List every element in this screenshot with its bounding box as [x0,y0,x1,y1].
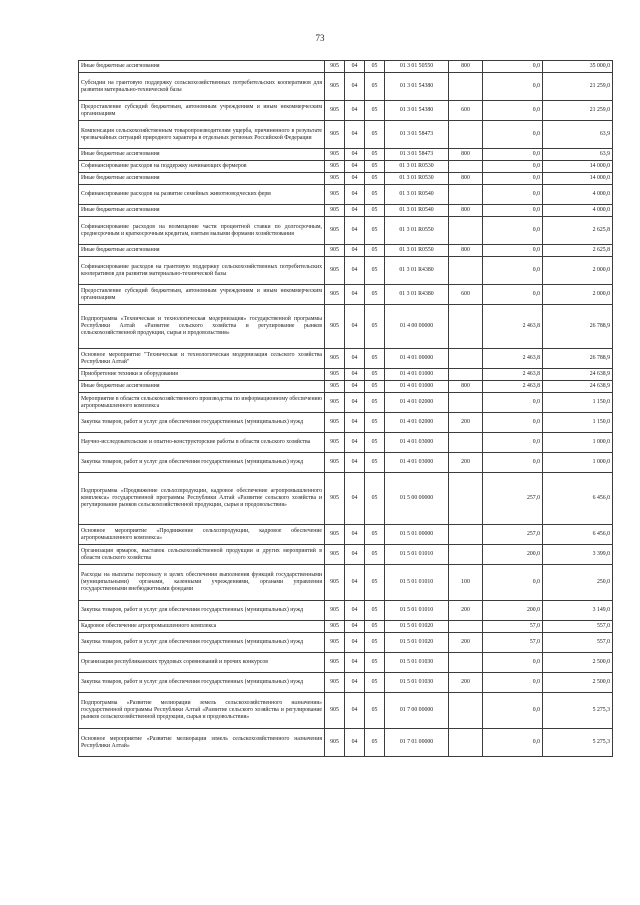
cell-vr [449,161,483,173]
cell-name: Софинансирование расходов на развитие семейных животноводческих ферм [79,185,325,205]
cell-csr: 01 5 00 00000 [385,473,449,525]
cell-sum-1: 0,0 [483,565,543,601]
cell-vr: 600 [449,285,483,305]
cell-pr: 05 [365,621,385,633]
cell-pr: 05 [365,61,385,73]
cell-csr: 01 3 01 58473 [385,121,449,149]
cell-pr: 05 [365,653,385,673]
table-row [79,305,613,349]
cell-pr: 05 [365,149,385,161]
cell-gr: 905 [325,673,345,693]
cell-vr [449,525,483,545]
cell-sum-1: 0,0 [483,433,543,453]
table-row [79,653,613,673]
cell-sum-2: 1 150,0 [543,413,613,433]
cell-sum-1: 0,0 [483,285,543,305]
cell-sum-1: 0,0 [483,185,543,205]
cell-gr: 905 [325,545,345,565]
cell-csr: 01 7 00 00000 [385,693,449,729]
table-row [79,633,613,653]
cell-gr: 905 [325,633,345,653]
cell-name: Закупка товаров, работ и услуг для обеспечения государственных (муниципальных) нужд [79,633,325,653]
cell-gr: 905 [325,621,345,633]
cell-sum-2: 35 000,0 [543,61,613,73]
cell-sum-1: 57,0 [483,621,543,633]
cell-name: Софинансирование расходов на грантовую поддержку сельскохозяйственных потребительских кооперативов для развития материально-технической базы [79,257,325,285]
cell-csr: 01 3 01 58473 [385,149,449,161]
cell-name: Основное мероприятие «Продвижение сельхозпродукции, кадровое обеспечение агропромышленного комплекса» [79,525,325,545]
cell-name: Подпрограмма «Развитие мелиорации земель сельскохозяйственного назначения» государственной программы Республики Алтай «Развитие сельского хозяйства и регулирование рынков сельскохозяйственной продукции, сырья и продовольствия» [79,693,325,729]
cell-sum-2: 63,9 [543,149,613,161]
table-row [79,673,613,693]
cell-sum-2: 6 456,0 [543,525,613,545]
table-row [79,729,613,757]
cell-name: Предоставление субсидий бюджетным, автономным учреждениям и иным некоммерческим организациям [79,101,325,121]
cell-rz: 04 [345,473,365,525]
cell-sum-1: 2 463,8 [483,369,543,381]
cell-vr [449,217,483,245]
cell-rz: 04 [345,381,365,393]
cell-pr: 05 [365,217,385,245]
cell-vr [449,393,483,413]
cell-sum-2: 5 275,3 [543,693,613,729]
cell-name: Предоставление субсидий бюджетным, автономным учреждениям и иным некоммерческим организациям [79,285,325,305]
cell-csr: 01 4 01 01000 [385,381,449,393]
cell-pr: 05 [365,121,385,149]
cell-sum-1: 0,0 [483,173,543,185]
cell-rz: 04 [345,433,365,453]
cell-vr [449,257,483,285]
cell-gr: 905 [325,653,345,673]
cell-sum-2: 250,0 [543,565,613,601]
cell-sum-1: 0,0 [483,121,543,149]
cell-sum-1: 0,0 [483,453,543,473]
cell-pr: 05 [365,257,385,285]
table-row [79,393,613,413]
cell-name: Софинансирование расходов на возмещение части процентной ставки по долгосрочным, среднесрочным и краткосрочным кредитам, взятым малыми формами хозяйствования [79,217,325,245]
table-row [79,101,613,121]
cell-name: Закупка товаров, работ и услуг для обеспечения государственных (муниципальных) нужд [79,601,325,621]
cell-name: Закупка товаров, работ и услуг для обеспечения государственных (муниципальных) нужд [79,413,325,433]
cell-rz: 04 [345,61,365,73]
cell-rz: 04 [345,693,365,729]
cell-pr: 05 [365,453,385,473]
cell-pr: 05 [365,285,385,305]
cell-pr: 05 [365,185,385,205]
cell-pr: 05 [365,693,385,729]
cell-vr: 100 [449,565,483,601]
cell-name: Организация ярмарок, выставок сельскохозяйственной продукции и других мероприятий в области сельского хозяйства [79,545,325,565]
cell-vr: 800 [449,173,483,185]
cell-rz: 04 [345,257,365,285]
cell-csr: 01 3 01 54380 [385,73,449,101]
cell-sum-2: 557,0 [543,621,613,633]
cell-csr: 01 3 01 R4380 [385,285,449,305]
cell-pr: 05 [365,525,385,545]
cell-pr: 05 [365,101,385,121]
cell-vr [449,473,483,525]
cell-gr: 905 [325,693,345,729]
cell-vr: 200 [449,413,483,433]
table-row [79,257,613,285]
cell-vr: 600 [449,101,483,121]
table-row [79,381,613,393]
budget-table [78,60,613,757]
cell-name: Закупка товаров, работ и услуг для обеспечения государственных (муниципальных) нужд [79,453,325,473]
cell-sum-1: 0,0 [483,217,543,245]
cell-sum-2: 4 000,0 [543,185,613,205]
cell-rz: 04 [345,73,365,101]
cell-csr: 01 7 01 00000 [385,729,449,757]
cell-sum-1: 0,0 [483,205,543,217]
cell-pr: 05 [365,393,385,413]
cell-sum-2: 6 456,0 [543,473,613,525]
cell-pr: 05 [365,305,385,349]
cell-gr: 905 [325,257,345,285]
cell-pr: 05 [365,205,385,217]
cell-pr: 05 [365,565,385,601]
cell-pr: 05 [365,173,385,185]
cell-vr [449,369,483,381]
table-row [79,285,613,305]
cell-sum-1: 200,0 [483,601,543,621]
table-row [79,453,613,473]
cell-gr: 905 [325,61,345,73]
cell-rz: 04 [345,565,365,601]
cell-name: Иные бюджетные ассигнования [79,381,325,393]
cell-sum-1: 257,0 [483,525,543,545]
cell-sum-2: 2 500,0 [543,653,613,673]
cell-rz: 04 [345,173,365,185]
cell-sum-2: 2 500,0 [543,673,613,693]
cell-gr: 905 [325,413,345,433]
cell-gr: 905 [325,349,345,369]
cell-csr: 01 3 01 R0530 [385,161,449,173]
cell-csr: 01 3 01 50550 [385,61,449,73]
cell-rz: 04 [345,285,365,305]
cell-vr: 200 [449,673,483,693]
table-row [79,73,613,101]
cell-csr: 01 5 01 01020 [385,633,449,653]
cell-csr: 01 3 01 R0540 [385,185,449,205]
cell-sum-2: 2 000,0 [543,285,613,305]
table-row [79,621,613,633]
cell-sum-1: 2 463,8 [483,305,543,349]
cell-sum-2: 2 000,0 [543,257,613,285]
cell-rz: 04 [345,729,365,757]
cell-rz: 04 [345,121,365,149]
table-row [79,185,613,205]
cell-gr: 905 [325,245,345,257]
cell-gr: 905 [325,305,345,349]
cell-name: Субсидии на грантовую поддержку сельскохозяйственных потребительских кооперативов для развития материально-технической базы [79,73,325,101]
cell-name: Подпрограмма «Техническая и технологическая модернизация» государственной программы Республики Алтай «Развитие сельского хозяйства и регулирование рынков сельскохозяйственной продукции, сырья и продовольствия» [79,305,325,349]
cell-csr: 01 3 01 R4380 [385,257,449,285]
cell-csr: 01 5 01 01010 [385,545,449,565]
cell-csr: 01 5 01 01010 [385,565,449,601]
cell-pr: 05 [365,633,385,653]
cell-gr: 905 [325,729,345,757]
table-row [79,565,613,601]
table-row [79,173,613,185]
cell-sum-1: 2 463,8 [483,381,543,393]
cell-vr [449,73,483,101]
cell-csr: 01 4 01 00000 [385,349,449,369]
cell-sum-2: 14 000,0 [543,161,613,173]
cell-rz: 04 [345,205,365,217]
cell-vr [449,621,483,633]
cell-vr: 800 [449,205,483,217]
cell-sum-1: 57,0 [483,633,543,653]
cell-rz: 04 [345,217,365,245]
cell-csr: 01 4 01 02000 [385,413,449,433]
table-row [79,693,613,729]
cell-csr: 01 5 01 00000 [385,525,449,545]
cell-vr: 200 [449,453,483,473]
cell-gr: 905 [325,433,345,453]
cell-csr: 01 3 01 54380 [385,101,449,121]
cell-vr: 200 [449,601,483,621]
cell-name: Приобретение техники и оборудования [79,369,325,381]
cell-csr: 01 4 01 01000 [385,369,449,381]
cell-rz: 04 [345,393,365,413]
cell-gr: 905 [325,601,345,621]
cell-sum-1: 0,0 [483,729,543,757]
cell-gr: 905 [325,149,345,161]
cell-rz: 04 [345,413,365,433]
cell-gr: 905 [325,393,345,413]
cell-rz: 04 [345,101,365,121]
cell-name: Научно-исследовательские и опытно-конструкторские работы в области сельского хозяйства [79,433,325,453]
cell-rz: 04 [345,349,365,369]
cell-sum-2: 24 638,9 [543,381,613,393]
cell-sum-2: 4 000,0 [543,205,613,217]
cell-sum-1: 0,0 [483,393,543,413]
cell-name: Компенсация сельскохозяйственным товаропроизводителям ущерба, причиненного в результате чрезвычайных ситуаций природного характера в отдельных регионах Российской Федерации [79,121,325,149]
cell-sum-1: 0,0 [483,149,543,161]
cell-sum-2: 63,9 [543,121,613,149]
cell-pr: 05 [365,245,385,257]
table-row [79,61,613,73]
table-row [79,161,613,173]
cell-pr: 05 [365,545,385,565]
cell-vr: 200 [449,633,483,653]
cell-vr [449,653,483,673]
cell-pr: 05 [365,673,385,693]
cell-rz: 04 [345,149,365,161]
table-row [79,473,613,525]
cell-pr: 05 [365,729,385,757]
cell-pr: 05 [365,73,385,101]
cell-name: Иные бюджетные ассигнования [79,245,325,257]
cell-vr [449,349,483,369]
cell-gr: 905 [325,369,345,381]
cell-sum-1: 0,0 [483,257,543,285]
cell-vr [449,433,483,453]
cell-csr: 01 4 01 02000 [385,393,449,413]
cell-gr: 905 [325,453,345,473]
cell-csr: 01 3 01 R0530 [385,173,449,185]
cell-csr: 01 4 01 03000 [385,453,449,473]
cell-vr [449,693,483,729]
table-row [79,545,613,565]
table-row [79,121,613,149]
cell-sum-2: 24 638,9 [543,369,613,381]
cell-sum-2: 1 000,0 [543,453,613,473]
cell-sum-2: 1 150,0 [543,393,613,413]
cell-sum-1: 0,0 [483,693,543,729]
cell-gr: 905 [325,121,345,149]
cell-sum-1: 2 463,8 [483,349,543,369]
cell-sum-1: 0,0 [483,245,543,257]
cell-name: Основное мероприятие "Техническая и технологическая модернизация сельского хозяйства Республики Алтай" [79,349,325,369]
cell-name: Иные бюджетные ассигнования [79,149,325,161]
cell-rz: 04 [345,369,365,381]
cell-gr: 905 [325,101,345,121]
cell-csr: 01 3 01 R0540 [385,205,449,217]
cell-name: Закупка товаров, работ и услуг для обеспечения государственных (муниципальных) нужд [79,673,325,693]
cell-sum-1: 0,0 [483,673,543,693]
table-row [79,245,613,257]
cell-sum-2: 21 259,0 [543,73,613,101]
cell-gr: 905 [325,161,345,173]
page-number: 73 [315,33,325,43]
cell-name: Кадровое обеспечение агропромышленного комплекса [79,621,325,633]
table-row [79,349,613,369]
cell-name: Подпрограмма «Продвижение сельхозпродукции, кадровое обеспечение агропромышленного комплекса» государственной программы Республики Алтай «Развитие сельского хозяйства и регулирование рынков сельскохозяйственной продукции, сырья и продовольствия» [79,473,325,525]
cell-vr [449,729,483,757]
table-row [79,217,613,245]
cell-rz: 04 [345,633,365,653]
cell-sum-1: 0,0 [483,653,543,673]
cell-rz: 04 [345,673,365,693]
cell-sum-2: 21 259,0 [543,101,613,121]
cell-vr: 800 [449,381,483,393]
cell-name: Иные бюджетные ассигнования [79,205,325,217]
cell-rz: 04 [345,305,365,349]
cell-gr: 905 [325,217,345,245]
cell-csr: 01 5 01 01020 [385,621,449,633]
cell-sum-1: 0,0 [483,413,543,433]
cell-sum-1: 257,0 [483,473,543,525]
cell-sum-2: 2 625,8 [543,245,613,257]
cell-sum-1: 0,0 [483,161,543,173]
cell-pr: 05 [365,413,385,433]
cell-csr: 01 4 01 03000 [385,433,449,453]
cell-gr: 905 [325,525,345,545]
cell-sum-2: 14 000,0 [543,173,613,185]
cell-rz: 04 [345,453,365,473]
cell-pr: 05 [365,433,385,453]
table-row [79,601,613,621]
table-row [79,149,613,161]
cell-sum-2: 557,0 [543,633,613,653]
cell-gr: 905 [325,285,345,305]
cell-csr: 01 5 01 01030 [385,653,449,673]
cell-sum-2: 26 788,9 [543,349,613,369]
cell-pr: 05 [365,349,385,369]
cell-vr: 800 [449,245,483,257]
cell-sum-1: 0,0 [483,73,543,101]
cell-sum-2: 3 149,0 [543,601,613,621]
cell-rz: 04 [345,545,365,565]
cell-name: Софинансирование расходов на поддержку начинающих фермеров [79,161,325,173]
cell-rz: 04 [345,525,365,545]
table-row [79,525,613,545]
cell-csr: 01 5 01 01010 [385,601,449,621]
cell-vr [449,121,483,149]
cell-name: Иные бюджетные ассигнования [79,61,325,73]
cell-rz: 04 [345,653,365,673]
cell-gr: 905 [325,565,345,601]
cell-rz: 04 [345,185,365,205]
cell-pr: 05 [365,601,385,621]
cell-sum-2: 26 788,9 [543,305,613,349]
cell-gr: 905 [325,173,345,185]
table-row [79,205,613,217]
cell-sum-1: 0,0 [483,61,543,73]
cell-pr: 05 [365,381,385,393]
cell-gr: 905 [325,185,345,205]
cell-vr [449,185,483,205]
table-row [79,369,613,381]
cell-csr: 01 4 00 00000 [385,305,449,349]
cell-rz: 04 [345,621,365,633]
cell-sum-2: 2 625,8 [543,217,613,245]
cell-name: Мероприятие в области сельскохозяйственного производства по информационному обеспечению агропромышленного комплекса [79,393,325,413]
cell-name: Основное мероприятие «Развитие мелиорации земель сельскохозяйственного назначения Республики Алтай» [79,729,325,757]
cell-name: Иные бюджетные ассигнования [79,173,325,185]
cell-vr: 800 [449,149,483,161]
cell-pr: 05 [365,473,385,525]
cell-gr: 905 [325,205,345,217]
cell-sum-1: 0,0 [483,101,543,121]
table-row [79,433,613,453]
cell-name: Организация республиканских трудовых соревнований и прочих конкурсов [79,653,325,673]
cell-csr: 01 3 01 R0550 [385,245,449,257]
cell-pr: 05 [365,369,385,381]
cell-vr: 800 [449,61,483,73]
cell-sum-2: 5 275,3 [543,729,613,757]
cell-sum-2: 1 000,0 [543,433,613,453]
cell-rz: 04 [345,601,365,621]
cell-csr: 01 5 01 01030 [385,673,449,693]
cell-gr: 905 [325,473,345,525]
cell-rz: 04 [345,161,365,173]
cell-name: Расходы на выплаты персоналу в целях обеспечения выполнения функций государственными (муниципальными) органами, казенными учреждениями, органами управления государственными внебюджетными фондами [79,565,325,601]
cell-pr: 05 [365,161,385,173]
cell-csr: 01 3 01 R0550 [385,217,449,245]
cell-gr: 905 [325,73,345,101]
table-row [79,413,613,433]
cell-sum-2: 3 399,0 [543,545,613,565]
cell-vr [449,305,483,349]
cell-vr [449,545,483,565]
cell-sum-1: 200,0 [483,545,543,565]
cell-gr: 905 [325,381,345,393]
cell-rz: 04 [345,245,365,257]
